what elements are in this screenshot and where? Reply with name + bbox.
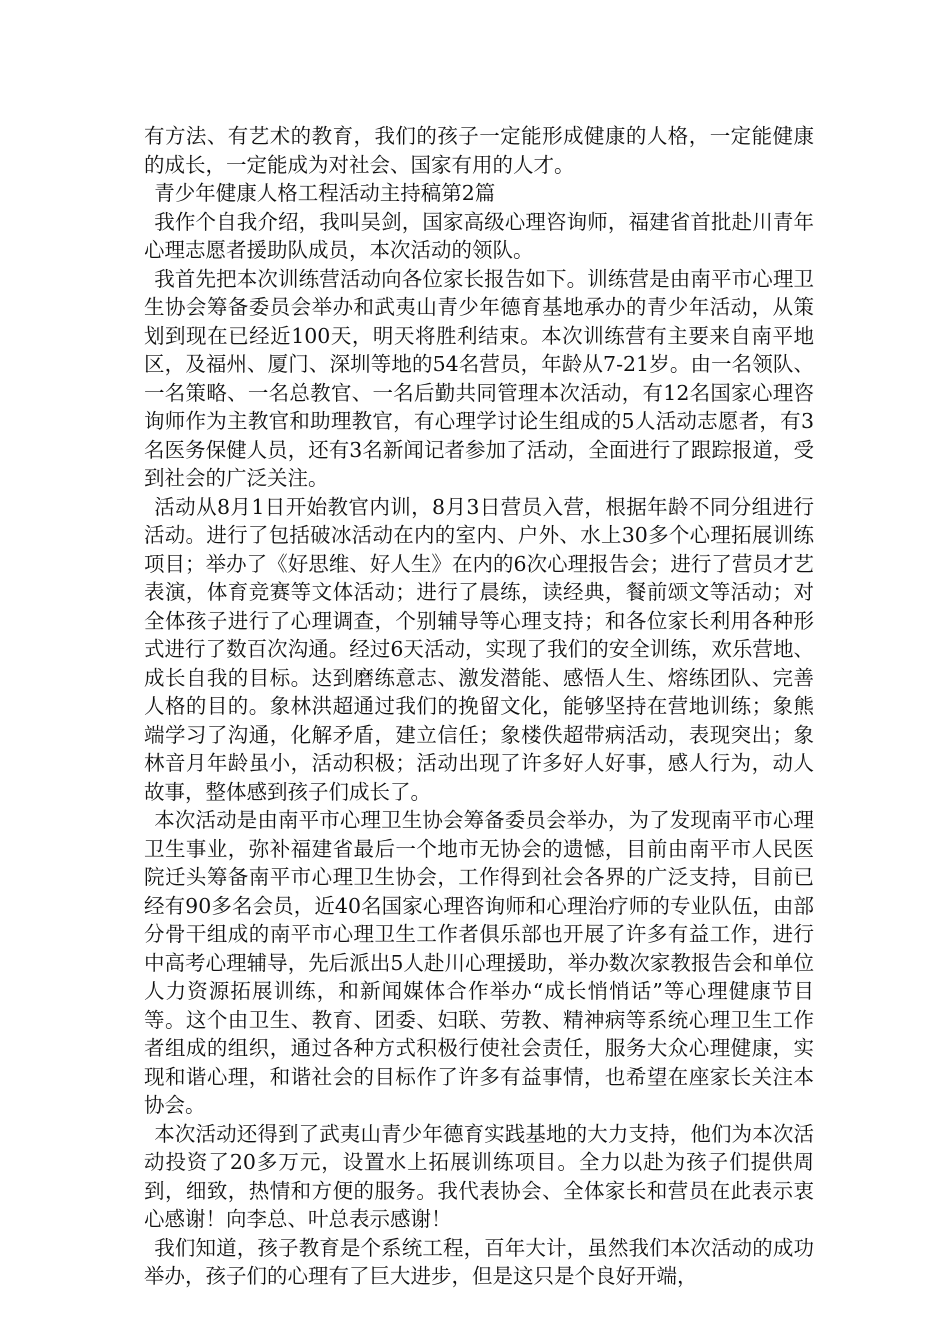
section-heading: 青少年健康人格工程活动主持稿第2篇 xyxy=(154,181,496,205)
paragraph-activities: 活动从8月1日开始教官内训，8月3日营员入营，根据年龄不同分组进行活动。进行了包括破冰活动在内的室内、户外、水上30多个心理拓展训练项目；举办了《好思维、好人生》在内的6次心理报告会；进行了营员才艺表演，体育竞赛等文体活动；进行了晨练，读经典，餐前颂文等活动；对全体孩子进行了心理调查，个别辅导等心理支持；和各位家长利用各种形式进行了数百次沟通。经过6天活动，实现了我们的安全训练，欢乐营地、成长自我的目标。达到磨练意志、激发潜能、感悟人生、熔练团队、完善人格的目的。象林洪超通过我们的挽留文化，能够坚持在营地训练；象熊端学习了沟通，化解矛盾，建立信任；象楼佚超带病活动，表现突出；象林音月年龄虽小，活动积极；活动出现了许多好人好事，感人行为，动人故事，整体感到孩子们成长了。 xyxy=(144,494,814,804)
paragraph-association: 本次活动是由南平市心理卫生协会筹备委员会举办，为了发现南平市心理卫生事业，弥补福建省最后一个地市无协会的遗憾，目前由南平市人民医院迁头筹备南平市心理卫生协会，工作得到社会各界的广泛支持，目前已经有90多名会员，近40名国家心理咨询师和心理治疗师的专业队伍，由部分骨干组成的南平市心理卫生工作者俱乐部也开展了许多有益工作，进行中高考心理辅导，先后派出5人赴川心理援助，举办数次家教报告会和单位人力资源拓展训练，和新闻媒体合作举办“成长悄悄话”等心理健康节目等。这个由卫生、教育、团委、妇联、劳教、精神病等系统心理卫生工作者组成的组织，通过各种方式积极行使社会责任，服务大众心理健康，实现和谐心理，和谐社会的目标作了许多有益事情，也希望在座家长关注本协会。 xyxy=(144,808,814,1117)
paragraph-thanks: 本次活动还得到了武夷山青少年德育实践基地的大力支持，他们为本次活动投资了20多万元，设置水上拓展训练项目。全力以赴为孩子们提供周到，细致，热情和方便的服务。我代表协会、全体家长和营员在此表示衷心感谢！向李总、叶总表示感谢！ xyxy=(144,1121,814,1231)
paragraph-closing: 我们知道，孩子教育是个系统工程，百年大计，虽然我们本次活动的成功举办，孩子们的心理有了巨大进步，但是这只是个良好开端， xyxy=(144,1235,814,1288)
paragraph-camp-report: 我首先把本次训练营活动向各位家长报告如下。训练营是由南平市心理卫生协会筹备委员会举办和武夷山青少年德育基地承办的青少年活动，从策划到现在已经近100天，明天将胜利结束。本次训练营有主要来自南平地区，及福州、厦门、深圳等地的54名营员，年龄从7-21岁。由一名领队、一名策略、一名总教官、一名后勤共同管理本次活动，有12名国家心理咨询师作为主教官和助理教官，有心理学讨论生组成的5人活动志愿者，有3名医务保健人员，还有3名新闻记者参加了活动，全面进行了跟踪报道，受到社会的广泛关注。 xyxy=(144,266,814,490)
document-body xyxy=(144,122,814,1291)
paragraph-self-introduction: 我作个自我介绍，我叫吴剑，国家高级心理咨询师，福建省首批赴川青年心理志愿者援助队成员，本次活动的领队。 xyxy=(144,209,814,262)
paragraph-intro-continuation: 有方法、有艺术的教育，我们的孩子一定能形成健康的人格，一定能健康的成长，一定能成为对社会、国家有用的人才。 xyxy=(144,124,814,177)
